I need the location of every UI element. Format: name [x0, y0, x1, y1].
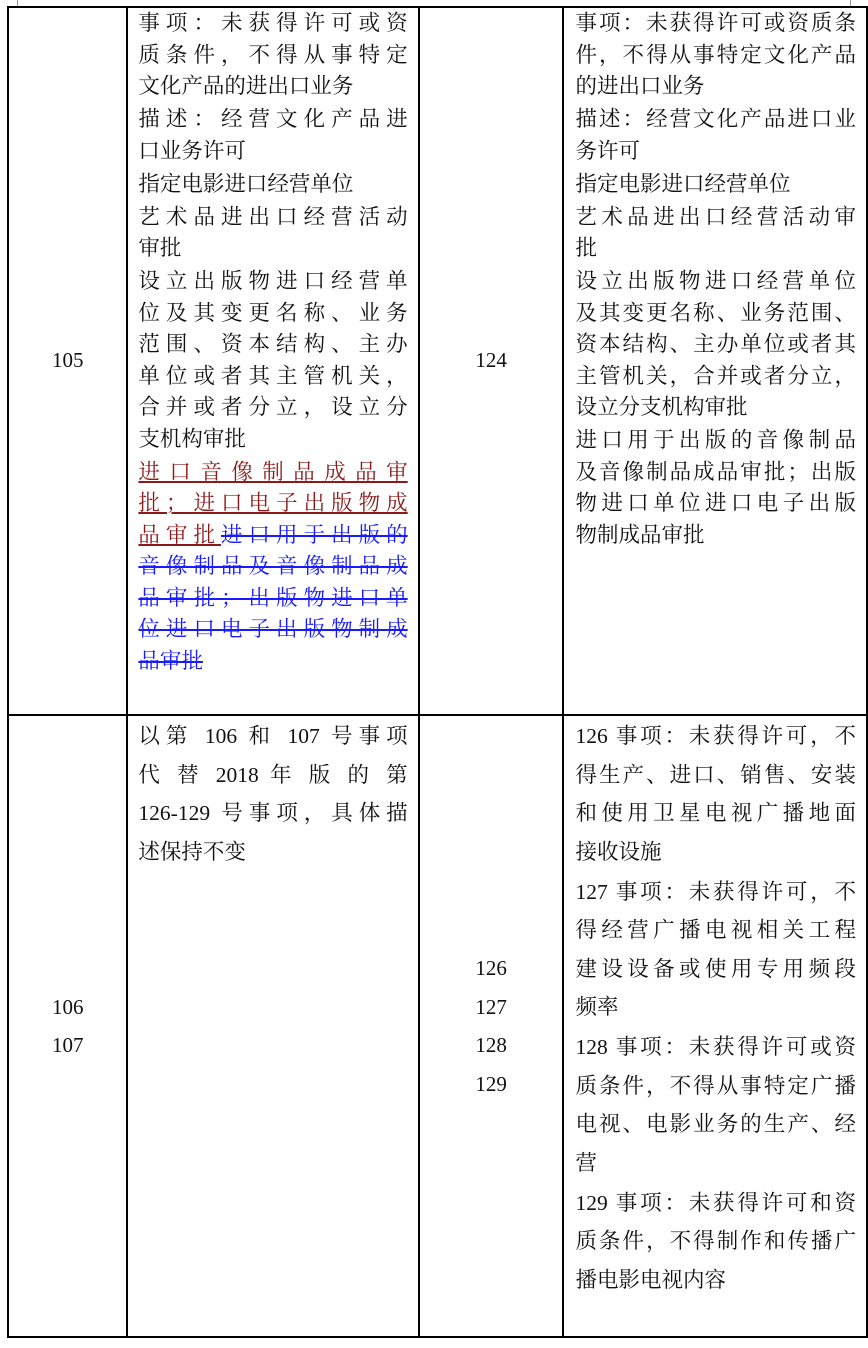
- text-run: 事项：未获得许可或资: [138, 11, 408, 35]
- new-number-cell: [419, 7, 564, 715]
- text-run: 件，不得从事特定文化产品: [575, 42, 856, 67]
- text-run: 及其变更名称、业务范围、: [575, 300, 856, 325]
- new-number-cell: [419, 715, 564, 1337]
- text-line: [575, 361, 856, 393]
- text-line: [138, 551, 407, 583]
- inserted-text: 进口音像制品成品审: [138, 459, 408, 484]
- text-line: [575, 1222, 856, 1261]
- old-description-paragraph: [138, 169, 407, 201]
- inserted-text: 品审批: [138, 522, 221, 547]
- text-run: 126-129 号事项，具体描: [138, 801, 408, 825]
- text-run: 务许可: [575, 138, 640, 163]
- text-line: [575, 136, 856, 168]
- text-line: [575, 8, 856, 40]
- text-line: [138, 202, 407, 234]
- text-run: 批: [575, 236, 597, 260]
- text-line: [575, 756, 856, 795]
- text-run: 设立分支机构审批: [575, 395, 748, 419]
- text-line: [138, 298, 407, 330]
- old-description-paragraph: [138, 8, 407, 103]
- text-run: 指定电影进口经营单位: [138, 171, 354, 196]
- table-row: [8, 715, 867, 1337]
- text-line: [138, 614, 407, 646]
- text-line: [575, 425, 856, 457]
- text-run: 和使用卫星电视广播地面: [575, 801, 856, 825]
- old-description-paragraph: [138, 266, 407, 455]
- text-line: [575, 1144, 856, 1183]
- new-description-paragraph: [575, 425, 856, 551]
- deleted-text: 音像制品及音像制品成: [138, 554, 408, 578]
- text-line: [138, 717, 407, 756]
- new-description-paragraph: [575, 873, 856, 1027]
- old-description-cell: [127, 7, 418, 715]
- text-run: 接收设施: [575, 839, 662, 864]
- text-line: [575, 911, 856, 950]
- deleted-text: 品审批；出版物进口单: [138, 585, 408, 610]
- text-line: [575, 873, 856, 912]
- text-line: [138, 833, 407, 872]
- new-description-paragraph: [575, 169, 856, 201]
- text-line: [575, 1261, 856, 1300]
- text-line: [138, 457, 407, 489]
- text-line: [575, 457, 856, 489]
- text-run: 126 事项：未获得许可，不: [575, 724, 856, 748]
- text-run: 物进口单位进口电子出版: [575, 491, 856, 515]
- deleted-text: 品审批: [138, 648, 203, 673]
- text-run: 频率: [575, 995, 619, 1019]
- text-line: [138, 756, 407, 795]
- text-run: 支机构审批: [138, 426, 246, 451]
- text-line: [575, 950, 856, 989]
- deleted-text: 进口用于出版的: [221, 522, 408, 547]
- old-description-cell: [127, 715, 418, 1337]
- text-run: 位及其变更名称、业务: [138, 300, 408, 325]
- table-row: [8, 7, 867, 715]
- text-line: [138, 424, 407, 456]
- text-line: [575, 1105, 856, 1144]
- new-description-cell: [563, 7, 867, 715]
- text-line: [138, 40, 407, 72]
- text-line: [138, 520, 407, 552]
- text-line: [575, 202, 856, 234]
- text-line: [575, 40, 856, 72]
- text-run: 单位或者其主管机关，: [138, 363, 408, 388]
- new-item-number: 127: [475, 994, 507, 1019]
- old-description-paragraph: [138, 202, 407, 265]
- new-item-number: 128: [475, 1033, 507, 1057]
- text-line: [575, 71, 856, 103]
- text-run: 文化产品的进出口业务: [138, 74, 354, 98]
- old-number-cell: [8, 715, 127, 1337]
- text-run: 艺术品进出口经营活动: [138, 204, 408, 229]
- text-run: 代 替 2018 年 版 的 第: [138, 762, 408, 787]
- text-run: 128 事项：未获得许可或资: [575, 1035, 856, 1059]
- text-run: 质条件，不得从事特定: [138, 42, 408, 67]
- text-run: 指定电影进口经营单位: [575, 171, 791, 196]
- text-run: 进口用于出版的音像制品: [575, 428, 856, 452]
- text-run: 口业务许可: [138, 138, 246, 163]
- text-line: [575, 266, 856, 298]
- text-line: [575, 794, 856, 833]
- old-description-paragraph: [138, 457, 407, 678]
- text-line: [575, 488, 856, 520]
- text-line: [575, 988, 856, 1027]
- text-line: [575, 1067, 856, 1106]
- text-run: 以第 106 和 107 号事项: [138, 724, 408, 748]
- text-run: 描述：经营文化产品进口业: [575, 107, 856, 131]
- text-run: 播电影电视内容: [575, 1267, 726, 1292]
- text-run: 事项：未获得许可或资质条: [575, 11, 856, 35]
- text-line: [138, 392, 407, 424]
- text-line: [575, 520, 856, 552]
- text-line: [138, 104, 407, 136]
- text-line: [575, 104, 856, 136]
- new-description-paragraph: [575, 104, 856, 167]
- text-run: 质条件，不得从事特定广播: [575, 1073, 856, 1098]
- text-line: [575, 392, 856, 424]
- text-run: 艺术品进出口经营活动审: [575, 204, 856, 229]
- text-run: 合并或者分立，设立分: [138, 395, 408, 419]
- text-run: 描述：经营文化产品进: [138, 107, 408, 131]
- new-description-paragraph: [575, 1028, 856, 1182]
- text-run: 129 事项：未获得许可和资: [575, 1190, 856, 1215]
- text-line: [138, 233, 407, 265]
- text-run: 审批: [138, 236, 182, 260]
- text-run: 范围、资本结构、主办: [138, 332, 408, 356]
- text-line: [575, 233, 856, 265]
- text-line: [138, 583, 407, 615]
- text-run: 主管机关，合并或者分立，: [575, 363, 856, 388]
- text-line: [138, 71, 407, 103]
- comparison-table: [7, 6, 868, 1338]
- text-line: [138, 8, 407, 40]
- text-line: [575, 1184, 856, 1223]
- text-run: 得经营广播电视相关工程: [575, 918, 856, 942]
- old-description-paragraph: [138, 717, 407, 871]
- new-description-paragraph: [575, 8, 856, 103]
- new-description-paragraph: [575, 266, 856, 424]
- text-line: [138, 646, 407, 678]
- text-run: 设立出版物进口经营单位: [575, 269, 856, 293]
- text-line: [575, 717, 856, 756]
- text-line: [138, 136, 407, 168]
- old-number-cell: [8, 7, 127, 715]
- text-line: [138, 266, 407, 298]
- text-line: [575, 298, 856, 330]
- text-run: 电视、电影业务的生产、经: [575, 1112, 856, 1136]
- text-line: [138, 361, 407, 393]
- new-item-number: 126: [475, 956, 507, 980]
- text-run: 建设设备或使用专用频段: [575, 956, 856, 981]
- deleted-text: 位进口电子出版物制成: [138, 617, 408, 641]
- text-run: 的进出口业务: [575, 74, 705, 98]
- new-item-number: 124: [475, 348, 507, 373]
- new-description-cell: [563, 715, 867, 1337]
- old-item-number: 105: [51, 348, 84, 373]
- text-run: 营: [575, 1150, 597, 1175]
- text-line: [138, 794, 407, 833]
- old-item-number: 106: [51, 994, 84, 1019]
- text-run: 述保持不变: [138, 839, 246, 864]
- text-line: [138, 169, 407, 201]
- old-description-paragraph: [138, 104, 407, 167]
- text-line: [575, 1028, 856, 1067]
- text-run: 质条件，不得制作和传播广: [575, 1229, 856, 1253]
- new-description-paragraph: [575, 717, 856, 871]
- text-line: [575, 833, 856, 872]
- text-line: [575, 169, 856, 201]
- text-line: [138, 488, 407, 520]
- text-run: 物制成品审批: [575, 522, 705, 547]
- new-description-paragraph: [575, 1184, 856, 1300]
- inserted-text: 批；进口电子出版物成: [138, 491, 408, 515]
- text-run: 资本结构、主办单位或者其: [575, 332, 856, 356]
- text-run: 127 事项：未获得许可，不: [575, 879, 856, 904]
- new-description-paragraph: [575, 202, 856, 265]
- new-item-number: 129: [475, 1071, 507, 1096]
- text-run: 及音像制品成品审批；出版: [575, 459, 856, 484]
- text-line: [138, 329, 407, 361]
- old-item-number: 107: [51, 1033, 84, 1057]
- text-run: 设立出版物进口经营单: [138, 269, 408, 293]
- text-run: 得生产、进口、销售、安装: [575, 762, 856, 787]
- text-line: [575, 329, 856, 361]
